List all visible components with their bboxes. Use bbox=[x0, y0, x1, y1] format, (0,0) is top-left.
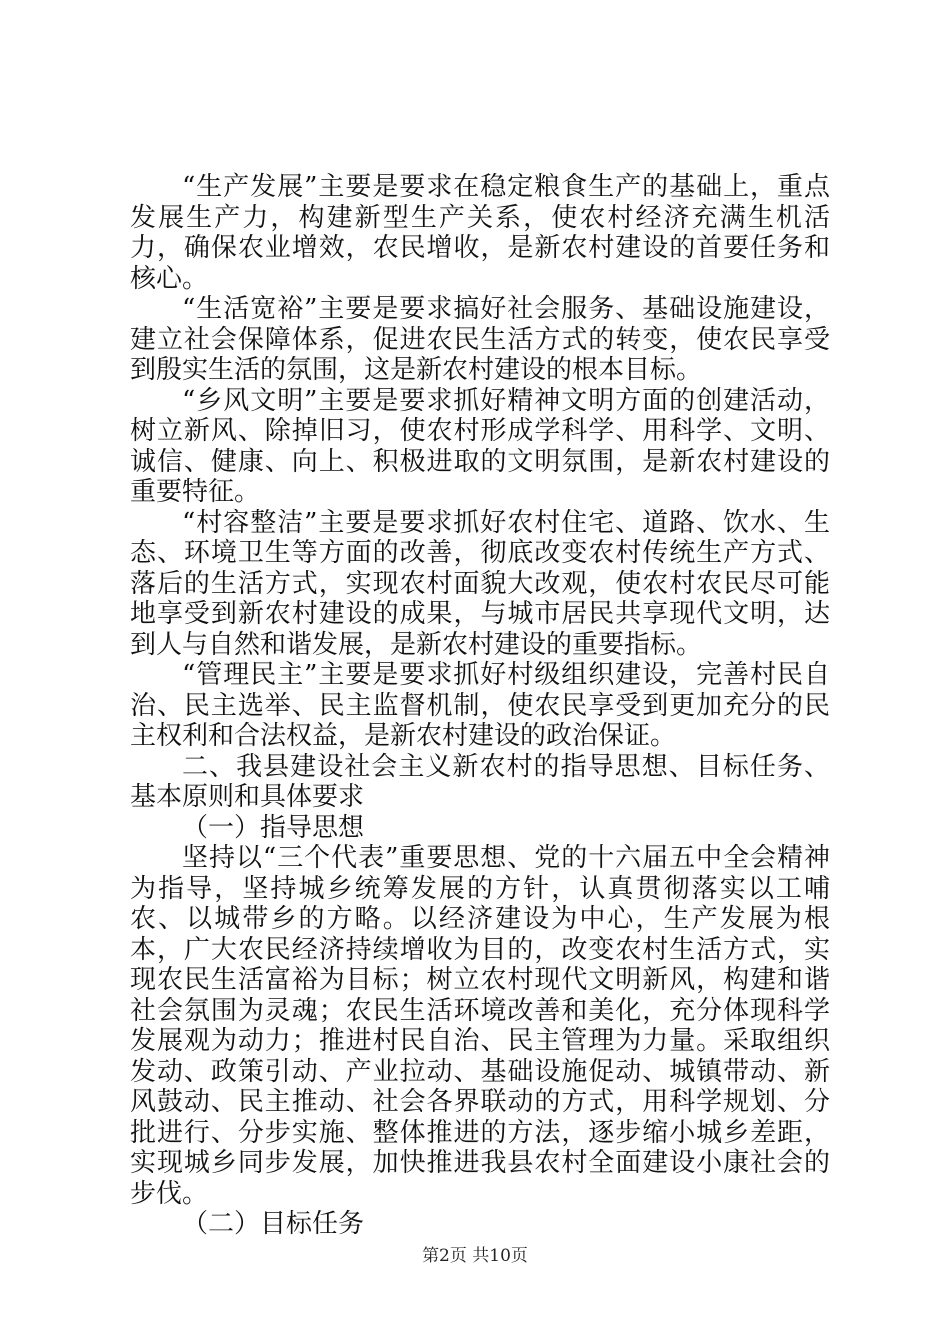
paragraph-living: “生活宽裕”主要是要求搞好社会服务、基础设施建设，建立社会保障体系，促进农民生活方式的转变，使农民享受到殷实生活的氛围，这是新农村建设的根本目标。 bbox=[130, 294, 830, 385]
paragraph-democracy: “管理民主”主要是要求抓好村级组织建设，完善村民自治、民主选举、民主监督机制，使农民享受到更加充分的民主权利和合法权益，是新农村建设的政治保证。 bbox=[130, 660, 830, 751]
page-footer: 第2页 共10页 bbox=[422, 1246, 528, 1266]
subheading-goals: （二）目标任务 bbox=[182, 1209, 365, 1239]
paragraph-production: “生产发展”主要是要求在稳定粮食生产的基础上，重点发展生产力，构建新型生产关系，使农村经济充满生机活力，确保农业增效，农民增收，是新农村建设的首要任务和核心。 bbox=[130, 172, 830, 294]
section-heading: 二、我县建设社会主义新农村的指导思想、目标任务、基本原则和具体要求 bbox=[130, 751, 830, 812]
document-body bbox=[130, 172, 830, 1240]
paragraph-village-tidy: “村容整洁”主要是要求抓好农村住宅、道路、饮水、生态、环境卫生等方面的改善，彻底改变农村传统生产方式、落后的生活方式，实现农村面貌大改观，使农村农民尽可能地享受到新农村建设的成果，与城市居民共享现代文明，达到人与自然和谐发展，是新农村建设的重要指标。 bbox=[130, 507, 830, 660]
subheading-guiding-ideology: （一）指导思想 bbox=[182, 812, 365, 843]
paragraph-civilization: “乡风文明”主要是要求抓好精神文明方面的创建活动，树立新风、除掉旧习，使农村形成学科学、用科学、文明、诚信、健康、向上、积极进取的文明氛围，是新农村建设的重要特征。 bbox=[130, 385, 830, 507]
paragraph-guiding-ideology: 坚持以“三个代表”重要思想、党的十六届五中全会精神为指导，坚持城乡统筹发展的方针，认真贯彻落实以工哺农、以城带乡的方略。以经济建设为中心，生产发展为根本，广大农民经济持续增收为目的，改变农村生活方式，实现农民生活富裕为目标；树立农村现代文明新风，构建和谐社会氛围为灵魂；农民生活环境改善和美化，充分体现科学发展观为动力；推进村民自治、民主管理为力量。采取组织发动、政策引动、产业拉动、基础设施促动、城镇带动、新风鼓动、民主推动、社会各界联动的方式，用科学规划、分批进行、分步实施、整体推进的方法，逐步缩小城乡差距，实现城乡同步发展，加快推进我县农村全面建设小康社会的步伐。 bbox=[130, 843, 830, 1209]
